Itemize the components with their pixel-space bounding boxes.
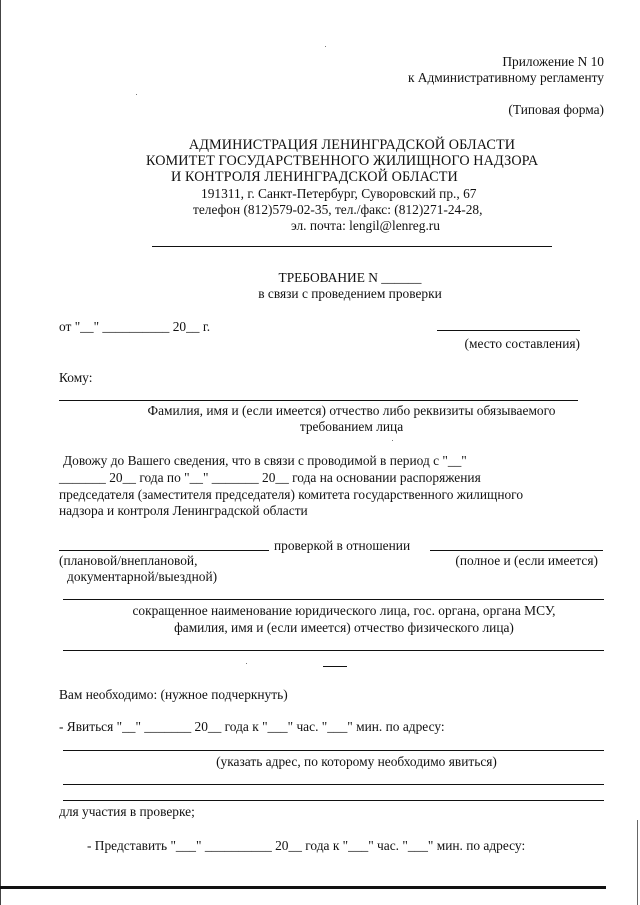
- check-entity-line: [430, 550, 603, 551]
- page-right-edge: [637, 820, 638, 905]
- scan-speck: [325, 46, 326, 47]
- check-type-caption-1: (плановой/внеплановой,: [59, 553, 198, 568]
- entity-name-line: [63, 599, 604, 600]
- entity-caption-1: сокращенное наименование юридического лица, гос. органа, органа МСУ,: [132, 603, 556, 618]
- address-extra-line-2: [63, 800, 604, 801]
- page-left-edge: [0, 0, 1, 905]
- scan-speck: [246, 663, 247, 664]
- address-caption: (указать адрес, по которому необходимо явиться): [216, 754, 497, 769]
- check-type-line: [59, 550, 269, 551]
- place-line: [437, 330, 580, 331]
- document-subtitle: в связи с проведением проверки: [258, 286, 442, 301]
- requirements-intro: Вам необходимо: (нужное подчеркнуть): [59, 687, 288, 702]
- org-line-1: АДМИНИСТРАЦИЯ ЛЕНИНГРАДСКОЙ ОБЛАСТИ: [188, 137, 516, 153]
- document-title: ТРЕБОВАНИЕ N ______: [278, 270, 422, 285]
- header-divider: [152, 246, 552, 247]
- check-regarding: проверкой в отношении: [274, 538, 411, 553]
- notice-line-4: надзора и контроля Ленинградской области: [59, 503, 308, 518]
- present-requirement: - Представить "___" __________ 20__ года к "___" час. "___" мин. по адресу:: [87, 838, 526, 853]
- org-email: эл. почта: lengil@lenreg.ru: [291, 218, 440, 233]
- appendix-number: Приложение N 10: [502, 54, 604, 69]
- participation-text: для участия в проверке;: [59, 804, 195, 819]
- org-line-3: И КОНТРОЛЯ ЛЕНИНГРАДСКОЙ ОБЛАСТИ: [171, 169, 458, 185]
- appear-address-line: [63, 750, 604, 751]
- scan-speck: [392, 440, 393, 441]
- address-extra-line-1: [63, 784, 604, 785]
- recipient-caption-2: требованием лица: [299, 419, 404, 434]
- notice-line-1: Довожу до Вашего сведения, что в связи с проводимой в период с "__": [63, 453, 467, 468]
- org-address: 191311, г. Санкт-Петербург, Суворовский пр., 67: [201, 186, 477, 201]
- notice-line-3: председателя (заместителя председателя) комитета государственного жилищного: [59, 487, 524, 502]
- page-bottom-border: [0, 886, 606, 889]
- notice-line-2: _______ 20__ года по "__" _______ 20__ года на основании распоряжения: [59, 470, 481, 485]
- recipient-label: Кому:: [59, 370, 93, 385]
- scan-speck: [136, 94, 137, 95]
- form-type-label: (Типовая форма): [508, 102, 604, 117]
- org-line-2: КОМИТЕТ ГОСУДАРСТВЕННОГО ЖИЛИЩНОГО НАДЗОРА: [146, 153, 539, 169]
- recipient-line: [59, 400, 578, 401]
- entity-extra-line: [63, 650, 604, 651]
- check-type-caption-2: документарной/выездной): [67, 569, 218, 584]
- short-divider: [323, 666, 347, 667]
- appear-requirement: - Явиться "__" _______ 20__ года к "___" час. "___" мин. по адресу:: [59, 719, 445, 734]
- place-caption: (место составления): [464, 336, 580, 351]
- regulation-reference: к Административному регламенту: [407, 70, 604, 85]
- recipient-caption-1: Фамилия, имя и (если имеется) отчество либо реквизиты обязываемого: [147, 403, 556, 418]
- org-phones: телефон (812)579-02-35, тел./факс: (812)271-24-28,: [193, 202, 483, 217]
- entity-caption-2: фамилия, имя и (если имеется) отчество физического лица): [174, 620, 514, 635]
- check-name-caption: (полное и (если имеется): [455, 553, 598, 568]
- date-field: от "__" __________ 20__ г.: [59, 319, 211, 334]
